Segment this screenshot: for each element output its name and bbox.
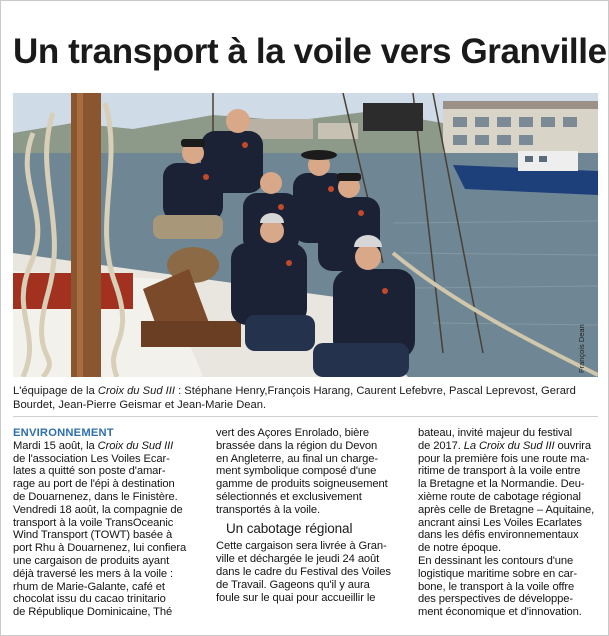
body-line: transport à la voile TransOceanic xyxy=(13,516,174,529)
headline: Un transport à la voile vers Granville xyxy=(13,32,607,71)
article-column-3 xyxy=(418,427,600,619)
body-line: ment économique et d'innovation. xyxy=(418,606,582,619)
body-line: de notre époque. xyxy=(418,542,502,555)
photo-caption xyxy=(13,385,598,412)
body-line: Mardi 15 août, la Croix du Sud III xyxy=(13,439,174,452)
body-line: Vendredi 18 août, la compagnie de xyxy=(13,503,183,516)
body-line: pour la première fois une route ma- xyxy=(418,452,590,465)
body-line: logistique maritime sobre en car- xyxy=(418,567,577,580)
body-line: transportés à la voile. xyxy=(216,503,321,516)
body-line: après celle de Bretagne – Aquitaine, xyxy=(418,503,595,516)
body-line: xième route de cabotage régional xyxy=(418,490,581,503)
body-line: foule sur le quai pour accueillir le xyxy=(216,591,376,604)
caption-line1-rest: : Stéphane Henry,François Harang, Caurent Lefebvre, Pascal Leprevost, Gerard xyxy=(174,385,576,397)
body-line: chocolat issu du cacao trinitario xyxy=(13,593,166,606)
body-line: ment symbolique composé d'une xyxy=(216,465,377,478)
caption-divider xyxy=(13,416,598,417)
article-column-1 xyxy=(13,427,195,619)
body-line: une cargaison de produits ayant xyxy=(13,554,170,567)
caption-line2: Bourdet, Jean-Pierre Geismar et Jean-Marie Dean. xyxy=(13,398,267,411)
photo-credit: François Dean xyxy=(577,324,586,373)
body-line: la Bretagne et la Normandie. Deu- xyxy=(418,478,585,491)
body-line: déjà traversé les mers à la voile : xyxy=(13,567,174,580)
body-line: bateau, invité majeur du festival xyxy=(418,427,573,439)
body-line: de 2017. La Croix du Sud III ouvrira xyxy=(418,439,592,452)
body-line: dans le cadre du Festival des Voiles xyxy=(216,565,391,578)
body-line: en Angleterre, au final un charge- xyxy=(216,452,379,465)
body-line: dans les défis environnementaux xyxy=(418,529,579,542)
boat-name: Croix du Sud III xyxy=(97,439,174,452)
boat-name: La Croix du Sud III xyxy=(463,439,555,452)
crew-on-sailboat-photo-icon xyxy=(13,93,598,377)
body-line: rhum de Marie-Galante, café et xyxy=(13,580,165,593)
caption-boat-name: Croix du Sud III xyxy=(97,385,175,397)
body-line: ancrant ainsi Les Voiles Ecarlates xyxy=(418,516,582,529)
body-line: ville et déchargée le jeudi 24 août xyxy=(216,553,380,566)
body-line: sélectionnés et exclusivement xyxy=(216,490,362,503)
article-body xyxy=(13,427,600,627)
body-line: bone, le transport à la voile offre xyxy=(418,580,575,593)
kicker: ENVIRONNEMENT xyxy=(13,427,114,439)
caption-prefix: L'équipage de la xyxy=(13,385,98,397)
subhead: Un cabotage régional xyxy=(226,520,353,536)
article-column-2 xyxy=(216,427,398,604)
body-line: brassée dans la région du Devon xyxy=(216,439,378,452)
body-line: de Travail. Gageons qu'il y aura xyxy=(216,578,370,591)
body-line: des perspectives de développe- xyxy=(418,593,573,606)
body-line: de République Dominicaine, Thé xyxy=(13,606,173,619)
body-line: Cette cargaison sera livrée à Gran- xyxy=(216,540,387,553)
body-line: En dessinant les contours d'une xyxy=(418,554,574,567)
body-line: lates a quitté son poste d'amar- xyxy=(13,465,166,478)
body-line: Wind Transport (TOWT) basée à xyxy=(13,529,173,542)
body-line: de Douarnenez, dans le Finistère. xyxy=(13,490,178,503)
body-line: vert des Açores Enrolado, bière xyxy=(216,427,369,439)
body-line: port Rhu à Douarnenez, lui confiera xyxy=(13,542,187,555)
body-line: gamme de produits soigneusement xyxy=(216,478,388,491)
body-line: de l'association Les Voiles Ecar- xyxy=(13,452,170,465)
crew-photo xyxy=(13,93,598,377)
body-line: ritime de transport à la voile entre xyxy=(418,465,581,478)
body-line: rage au port de l'épi à destination xyxy=(13,478,175,491)
